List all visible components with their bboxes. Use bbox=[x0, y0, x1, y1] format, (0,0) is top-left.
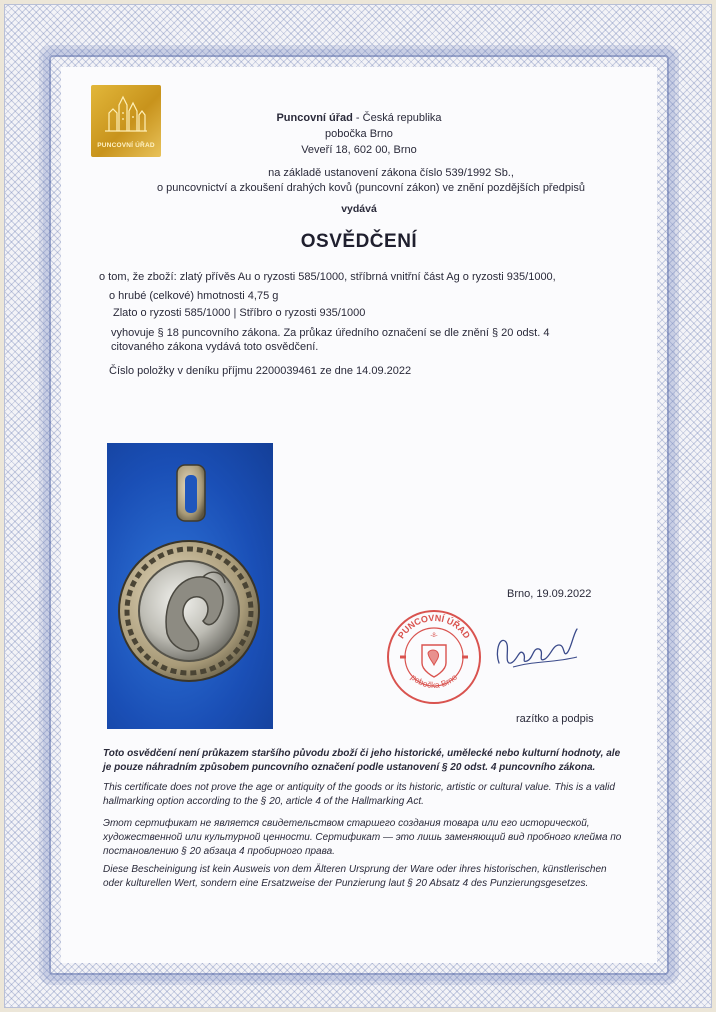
pendant-coin-icon bbox=[107, 443, 273, 729]
stamp-top-text: PUNCOVNÍ ÚŘAD bbox=[395, 612, 473, 641]
stamp-signature-label: razítko a podpis bbox=[516, 713, 594, 725]
official-stamp bbox=[384, 607, 484, 712]
law-reference-line1: na základě ustanovení zákona číslo 539/1992 Sb., bbox=[268, 167, 514, 179]
office-address: Veveří 18, 602 00, Brno bbox=[301, 144, 417, 156]
stamp-number: -8- bbox=[430, 633, 438, 639]
disclaimer-german: Diese Bescheinigung ist kein Ausweis von dem Älteren Ursprung der Ware oder ihres historischen, künstlerischen oder kulturellen Wert, sondern eine Ersatzweise der Punzierung laut § 20 Absatz 4 des Punzierungsgesetzes. bbox=[103, 864, 607, 889]
goods-description: o tom, že zboží: zlatý přívěs Au o ryzosti 585/1000, stříbrná vnitřní část Ag o ryzosti 935/1000, bbox=[99, 271, 556, 283]
signature-mark bbox=[493, 623, 583, 673]
office-name bbox=[61, 111, 657, 126]
logo-text: PUNCOVNÍ ÚŘAD bbox=[97, 142, 155, 149]
signature bbox=[493, 623, 583, 678]
issue-date: Brno, 19.09.2022 bbox=[507, 588, 592, 600]
disclaimer-czech: Toto osvědčení není průkazem staršího původu zboží či jeho historické, umělecké nebo kulturní hodnoty, ale je pouze náhradním způsobem puncovního označení podle ustanovení § 20 odst. 4 puncovního zákona. bbox=[103, 748, 621, 773]
issues-label: vydává bbox=[341, 203, 377, 215]
pendant-photo bbox=[107, 443, 273, 729]
entry-number: Číslo položky v deníku příjmu 2200039461 ze dne 14.09.2022 bbox=[109, 365, 412, 377]
compliance-line2: citovaného zákona vydává toto osvědčení. bbox=[111, 341, 319, 353]
branch-name: pobočka Brno bbox=[325, 128, 393, 140]
goods-fineness: Zlato o ryzosti 585/1000 | Stříbro o ryzosti 935/1000 bbox=[113, 307, 366, 319]
disclaimer-russian: Этот сертификат не является свидетельством старшего создания товара или его исторической, художественной или культурной ценности. Сертификат — это лишь заменяющий вид пробного клейма по постановлению § 20 абзаца 4 пробирного права. bbox=[103, 818, 622, 857]
certificate-title: OSVĚDČENÍ bbox=[300, 231, 418, 252]
disclaimer-english: This certificate does not prove the age or antiquity of the goods or its historic, artistic or cultural value. This is a valid hallmarking option according to the § 20, article 4 of the Hallmarking Act. bbox=[103, 782, 615, 807]
office-name-bold: Puncovní úřad bbox=[276, 112, 353, 124]
stamp-bottom-text: pobočka Brno bbox=[408, 672, 460, 690]
certificate-paper bbox=[4, 4, 712, 1008]
compliance-line1: vyhovuje § 18 puncovního zákona. Za průkaz úředního označení se dle znění § 20 odst. 4 bbox=[111, 327, 550, 339]
stamp-icon bbox=[384, 607, 484, 707]
certificate-content bbox=[61, 67, 657, 963]
office-name-rest: - Česká republika bbox=[352, 112, 442, 124]
svg-text:pobočka Brno bbox=[409, 672, 459, 690]
law-reference-line2: o puncovnictví a zkoušení drahých kovů (puncovní zákon) ve znění pozdějších předpisů bbox=[156, 182, 586, 194]
goods-weight: o hrubé (celkové) hmotnosti 4,75 g bbox=[109, 290, 279, 302]
